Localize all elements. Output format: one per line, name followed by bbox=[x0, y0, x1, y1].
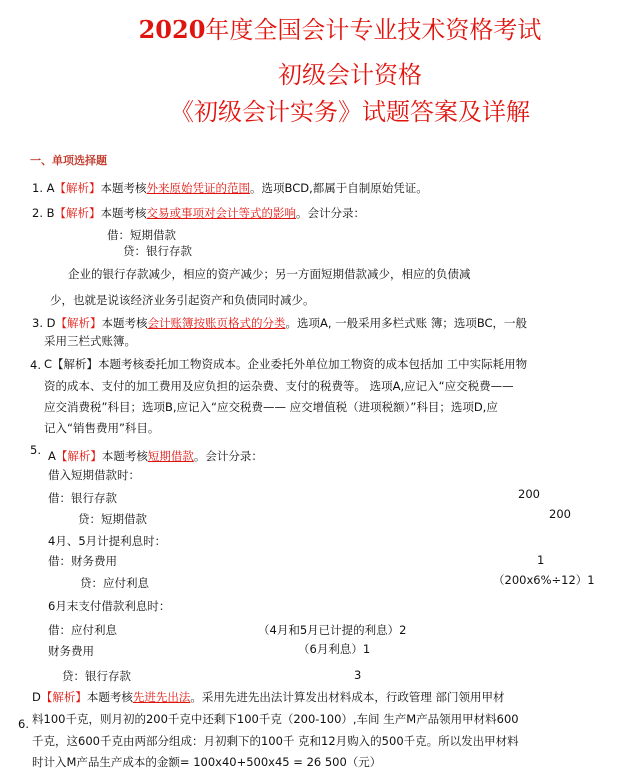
analysis-tag: 【解析】 bbox=[40, 690, 87, 704]
q5-debit-1: 借：银行存款 bbox=[48, 491, 117, 505]
question-1: 1. A【解析】本题考核外来原始凭证的范围。选项BCD,都属于自制原始凭证。 bbox=[32, 181, 428, 195]
q5-pay-heading: 6月末支付借款利息时： bbox=[48, 599, 171, 613]
q3-line2: 采用三栏式账簿。 bbox=[44, 334, 136, 348]
q6-line2: 料100千克，则月初的200千克中还剩下100千克（200-100）,车间 生产M产品领用甲材料600 bbox=[32, 712, 519, 726]
q5-amount-5: 3 bbox=[354, 668, 362, 682]
q4-line4: 记入“销售费用”科目。 bbox=[44, 421, 160, 435]
q5-debit-2: 借：财务费用 bbox=[48, 554, 117, 568]
q5-note-3: （4月和5月已计提的利息）2 bbox=[258, 623, 407, 637]
q2-debit: 借：短期借款 bbox=[107, 228, 176, 242]
q5-note-4: （6月利息）1 bbox=[298, 642, 371, 656]
question-3: 3. D【解析】本题考核会计账簿按账页格式的分类。选项A, 一般采用多栏式账 簿；选项BC，一般 bbox=[32, 316, 528, 330]
doc-title-line1: 2020年度全国会计专业技术资格考试 bbox=[138, 15, 542, 44]
q5-amount-2: 200 bbox=[549, 507, 571, 521]
topic-highlight: 先进先出法 bbox=[132, 690, 191, 704]
q5-borrow-heading: 借入短期借款时： bbox=[48, 468, 140, 482]
topic-highlight: 短期借款 bbox=[147, 449, 194, 463]
q6-line3: 千克，这600千克由两部分组成：月初剩下的100千 克和12月购入的500千克。所以发出甲材料 bbox=[32, 734, 519, 748]
topic-highlight: 会计账簿按账页格式的分类 bbox=[147, 316, 286, 330]
section-heading: 一、单项选择题 bbox=[30, 154, 107, 167]
q4-line3: 应交消费税”科目；选项B,应记入“应交税费—— 应交增值税（进项税额）”科目；选项D,应 bbox=[44, 400, 498, 414]
topic-highlight: 交易或事项对会计等式的影响 bbox=[146, 206, 297, 220]
q5-number: 5. bbox=[30, 443, 41, 457]
topic-highlight: 外来原始凭证的范围 bbox=[146, 181, 251, 195]
doc-title-line2: 初级会计资格 bbox=[278, 61, 422, 89]
q4-number: 4. bbox=[30, 358, 41, 372]
q5-amount-1: 200 bbox=[518, 487, 540, 501]
doc-title-line3: 《初级会计实务》试题答案及详解 bbox=[170, 98, 530, 126]
q5-credit-2: 贷：应付利息 bbox=[80, 576, 149, 590]
q4-line2: 资的成本、支付的加工费用及应负担的运杂费、支付的税费等。 选项A,应记入“应交税费—— bbox=[44, 379, 514, 393]
analysis-tag: 【解析】 bbox=[54, 181, 101, 195]
q6-line4: 时计入M产品生产成本的金额= 100x40+500x45 = 26 500（元） bbox=[32, 755, 382, 769]
q5-debit-4: 财务费用 bbox=[48, 644, 94, 658]
question-2: 2. B【解析】本题考核交易或事项对会计等式的影响。会计分录： bbox=[32, 206, 366, 220]
q6-number: 6. bbox=[18, 717, 29, 731]
analysis-tag: 【解析】 bbox=[55, 449, 102, 463]
q2-credit: 贷：银行存款 bbox=[123, 244, 192, 258]
analysis-tag: 【解析】 bbox=[54, 206, 101, 220]
q5-amount-4: （200x6%÷12）1 bbox=[493, 573, 595, 587]
q5-credit-1: 贷：短期借款 bbox=[78, 512, 147, 526]
q2-explanation-1: 企业的银行存款减少，相应的资产减少；另一方面短期借款减少，相应的负债减 bbox=[68, 267, 471, 281]
q2-explanation-2: 少，也就是说该经济业务引起资产和负债同时减少。 bbox=[50, 293, 315, 307]
q5-amount-3: 1 bbox=[537, 553, 545, 567]
q4-line1: C【解析】本题考核委托加工物资成本。企业委托外单位加工物资的成本包括加 工中实际耗用物 bbox=[44, 357, 528, 371]
q5-debit-3: 借：应付利息 bbox=[48, 623, 117, 637]
analysis-tag: 【解析】 bbox=[55, 316, 102, 330]
question-5: A【解析】本题考核短期借款。会计分录： bbox=[48, 449, 263, 463]
question-6: D【解析】本题考核先进先出法。采用先进先出法计算发出材料成本，行政管理 部门领用甲材 bbox=[32, 690, 505, 704]
q5-credit-3: 贷：银行存款 bbox=[62, 669, 131, 683]
q5-accrue-heading: 4月、5月计提利息时： bbox=[48, 534, 167, 548]
